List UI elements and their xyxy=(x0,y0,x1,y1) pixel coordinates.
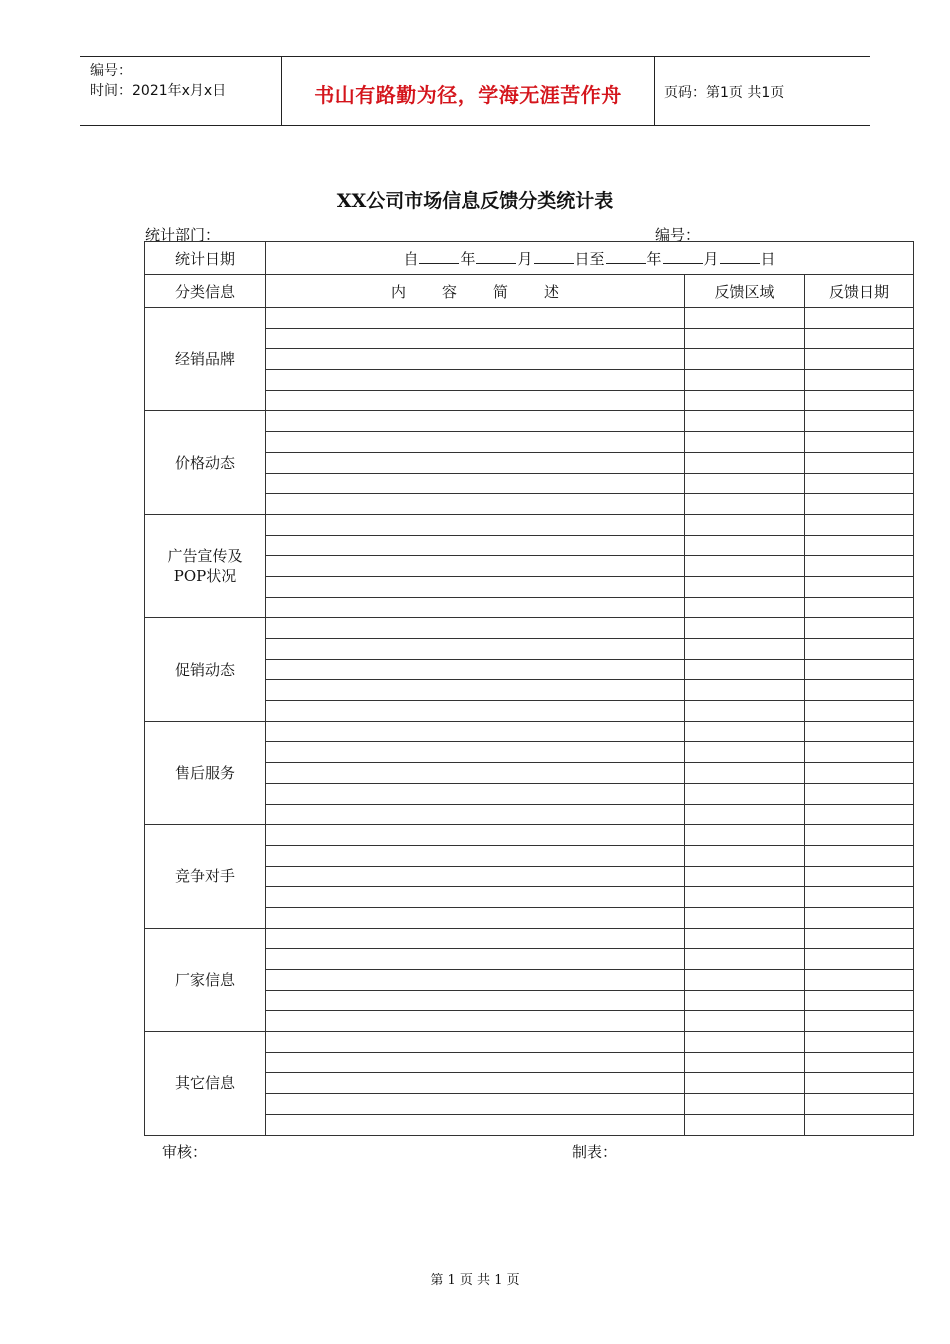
content-cell[interactable] xyxy=(266,990,685,1011)
content-cell[interactable] xyxy=(266,701,685,722)
date-blank[interactable] xyxy=(606,249,646,264)
date-cell[interactable] xyxy=(805,535,914,556)
category-cell xyxy=(145,928,266,1031)
category-label: 广告宣传及 POP状况 xyxy=(167,547,243,586)
header-time-label: 时间：2021年x月x日 xyxy=(90,83,227,99)
date-cell[interactable] xyxy=(805,308,914,329)
date-blank[interactable] xyxy=(419,249,459,264)
date-cell[interactable] xyxy=(805,473,914,494)
department-label: 统计部门： xyxy=(145,226,221,244)
date-cell[interactable] xyxy=(805,783,914,804)
content-cell[interactable] xyxy=(266,1032,685,1053)
date-cell[interactable] xyxy=(805,618,914,639)
date-cell[interactable] xyxy=(805,659,914,680)
content-cell[interactable] xyxy=(266,721,685,742)
region-cell[interactable] xyxy=(685,970,805,991)
date-part: 自 xyxy=(403,249,419,268)
content-cell[interactable] xyxy=(266,328,685,349)
content-cell[interactable] xyxy=(266,783,685,804)
category-cell xyxy=(145,721,266,824)
content-cell[interactable] xyxy=(266,763,685,784)
date-blank[interactable] xyxy=(534,249,574,264)
content-cell[interactable] xyxy=(266,308,685,329)
content-cell[interactable] xyxy=(266,514,685,535)
content-cell[interactable] xyxy=(266,349,685,370)
document-header xyxy=(80,56,870,126)
region-cell[interactable] xyxy=(685,804,805,825)
date-cell[interactable] xyxy=(805,390,914,411)
region-cell[interactable] xyxy=(685,1011,805,1032)
date-cell[interactable] xyxy=(805,701,914,722)
date-part: 年 xyxy=(460,249,476,268)
region-cell[interactable] xyxy=(685,535,805,556)
date-cell[interactable] xyxy=(805,1052,914,1073)
date-cell[interactable] xyxy=(805,370,914,391)
category-cell xyxy=(145,308,266,411)
date-cell[interactable] xyxy=(805,763,914,784)
region-cell[interactable] xyxy=(685,887,805,908)
category-label: 竞争对手 xyxy=(174,867,235,886)
content-cell[interactable] xyxy=(266,432,685,453)
region-cell[interactable] xyxy=(685,452,805,473)
date-part: 年 xyxy=(646,249,662,268)
region-cell[interactable] xyxy=(685,659,805,680)
region-cell[interactable] xyxy=(685,990,805,1011)
column-header-row xyxy=(145,275,914,308)
content-cell[interactable] xyxy=(266,1073,685,1094)
date-blank[interactable] xyxy=(720,249,760,264)
date-cell[interactable] xyxy=(805,639,914,660)
content-cell[interactable] xyxy=(266,866,685,887)
date-cell[interactable] xyxy=(805,887,914,908)
date-cell[interactable] xyxy=(805,825,914,846)
region-cell[interactable] xyxy=(685,680,805,701)
region-cell[interactable] xyxy=(685,556,805,577)
content-cell[interactable] xyxy=(266,556,685,577)
header-motto: 书山有路勤为径，学海无涯苦作舟 xyxy=(314,83,622,107)
region-cell[interactable] xyxy=(685,783,805,804)
date-cell[interactable] xyxy=(805,576,914,597)
region-cell[interactable] xyxy=(685,370,805,391)
table-row xyxy=(145,928,914,949)
region-cell[interactable] xyxy=(685,721,805,742)
date-cell[interactable] xyxy=(805,514,914,535)
content-cell[interactable] xyxy=(266,907,685,928)
content-cell[interactable] xyxy=(266,576,685,597)
date-cell[interactable] xyxy=(805,349,914,370)
date-row-label: 统计日期 xyxy=(145,242,266,275)
date-cell[interactable] xyxy=(805,328,914,349)
date-cell[interactable] xyxy=(805,970,914,991)
date-cell[interactable] xyxy=(805,928,914,949)
content-cell[interactable] xyxy=(266,411,685,432)
header-number-label: 编号： xyxy=(90,63,132,79)
region-cell[interactable] xyxy=(685,597,805,618)
category-cell xyxy=(145,1032,266,1135)
region-cell[interactable] xyxy=(685,618,805,639)
col-header-content-char: 容 xyxy=(441,282,457,301)
date-cell[interactable] xyxy=(805,597,914,618)
content-cell[interactable] xyxy=(266,597,685,618)
category-cell xyxy=(145,618,266,721)
region-cell[interactable] xyxy=(685,907,805,928)
date-cell[interactable] xyxy=(805,866,914,887)
content-cell[interactable] xyxy=(266,390,685,411)
date-cell[interactable] xyxy=(805,680,914,701)
region-cell[interactable] xyxy=(685,701,805,722)
date-range xyxy=(266,242,914,275)
content-cell[interactable] xyxy=(266,1114,685,1135)
content-cell[interactable] xyxy=(266,825,685,846)
prepared-by-label: 制表： xyxy=(572,1143,618,1161)
content-cell[interactable] xyxy=(266,659,685,680)
region-cell[interactable] xyxy=(685,949,805,970)
date-row xyxy=(145,242,914,275)
table-row xyxy=(145,721,914,742)
date-cell[interactable] xyxy=(805,1094,914,1115)
region-cell[interactable] xyxy=(685,1052,805,1073)
region-cell[interactable] xyxy=(685,639,805,660)
date-cell[interactable] xyxy=(805,949,914,970)
table-row xyxy=(145,514,914,535)
header-divider xyxy=(654,57,655,125)
table-row xyxy=(145,618,914,639)
date-cell[interactable] xyxy=(805,990,914,1011)
col-header-date: 反馈日期 xyxy=(805,275,914,308)
date-cell[interactable] xyxy=(805,721,914,742)
date-cell[interactable] xyxy=(805,1011,914,1032)
col-header-content-char: 述 xyxy=(544,282,560,301)
table-row xyxy=(145,1032,914,1053)
region-cell[interactable] xyxy=(685,308,805,329)
region-cell[interactable] xyxy=(685,845,805,866)
header-info xyxy=(90,61,226,101)
date-cell[interactable] xyxy=(805,742,914,763)
content-cell[interactable] xyxy=(266,452,685,473)
region-cell[interactable] xyxy=(685,576,805,597)
table-row xyxy=(145,825,914,846)
content-cell[interactable] xyxy=(266,639,685,660)
table-row xyxy=(145,308,914,329)
region-cell[interactable] xyxy=(685,825,805,846)
date-cell[interactable] xyxy=(805,432,914,453)
date-cell[interactable] xyxy=(805,556,914,577)
region-cell[interactable] xyxy=(685,328,805,349)
region-cell[interactable] xyxy=(685,473,805,494)
region-cell[interactable] xyxy=(685,1094,805,1115)
form-title: XX公司市场信息反馈分类统计表 xyxy=(336,190,614,212)
region-cell[interactable] xyxy=(685,411,805,432)
category-label: 售后服务 xyxy=(174,763,235,782)
date-blank[interactable] xyxy=(663,249,703,264)
content-cell[interactable] xyxy=(266,535,685,556)
content-cell[interactable] xyxy=(266,370,685,391)
col-header-content-char: 简 xyxy=(493,282,509,301)
content-cell[interactable] xyxy=(266,494,685,515)
date-blank[interactable] xyxy=(476,249,516,264)
header-page-info: 页码：第1页 共1页 xyxy=(664,85,785,101)
page-footer: 第 1 页 共 1 页 xyxy=(430,1273,520,1288)
region-cell[interactable] xyxy=(685,349,805,370)
col-header-category: 分类信息 xyxy=(145,275,266,308)
content-cell[interactable] xyxy=(266,949,685,970)
content-cell[interactable] xyxy=(266,1052,685,1073)
category-label: 价格动态 xyxy=(174,453,235,472)
region-cell[interactable] xyxy=(685,742,805,763)
date-part: 月 xyxy=(703,249,719,268)
date-part: 日至 xyxy=(574,249,605,268)
region-cell[interactable] xyxy=(685,390,805,411)
region-cell[interactable] xyxy=(685,1073,805,1094)
content-cell[interactable] xyxy=(266,1094,685,1115)
category-cell xyxy=(145,825,266,928)
region-cell[interactable] xyxy=(685,763,805,784)
col-header-content xyxy=(266,275,685,308)
date-cell[interactable] xyxy=(805,1032,914,1053)
category-label: 促销动态 xyxy=(174,660,235,679)
category-label: 经销品牌 xyxy=(174,350,235,369)
content-cell[interactable] xyxy=(266,804,685,825)
region-cell[interactable] xyxy=(685,1114,805,1135)
content-cell[interactable] xyxy=(266,618,685,639)
date-cell[interactable] xyxy=(805,494,914,515)
table-row xyxy=(145,411,914,432)
region-cell[interactable] xyxy=(685,928,805,949)
form-number-label: 编号： xyxy=(655,226,701,244)
date-cell[interactable] xyxy=(805,1114,914,1135)
date-cell[interactable] xyxy=(805,1073,914,1094)
category-cell xyxy=(145,514,266,617)
region-cell[interactable] xyxy=(685,1032,805,1053)
date-cell[interactable] xyxy=(805,907,914,928)
content-cell[interactable] xyxy=(266,845,685,866)
content-cell[interactable] xyxy=(266,928,685,949)
review-label: 审核： xyxy=(162,1143,208,1161)
region-cell[interactable] xyxy=(685,866,805,887)
content-cell[interactable] xyxy=(266,742,685,763)
date-cell[interactable] xyxy=(805,804,914,825)
date-cell[interactable] xyxy=(805,452,914,473)
content-cell[interactable] xyxy=(266,1011,685,1032)
date-cell[interactable] xyxy=(805,411,914,432)
region-cell[interactable] xyxy=(685,432,805,453)
date-part: 月 xyxy=(517,249,533,268)
region-cell[interactable] xyxy=(685,514,805,535)
content-cell[interactable] xyxy=(266,680,685,701)
col-header-content-char: 内 xyxy=(390,282,406,301)
statistics-table xyxy=(144,241,914,1136)
col-header-region: 反馈区域 xyxy=(685,275,805,308)
content-cell[interactable] xyxy=(266,887,685,908)
date-cell[interactable] xyxy=(805,845,914,866)
date-part: 日 xyxy=(760,249,776,268)
category-label: 其它信息 xyxy=(174,1074,235,1093)
content-cell[interactable] xyxy=(266,970,685,991)
region-cell[interactable] xyxy=(685,494,805,515)
category-cell xyxy=(145,411,266,514)
category-label: 厂家信息 xyxy=(174,970,235,989)
content-cell[interactable] xyxy=(266,473,685,494)
